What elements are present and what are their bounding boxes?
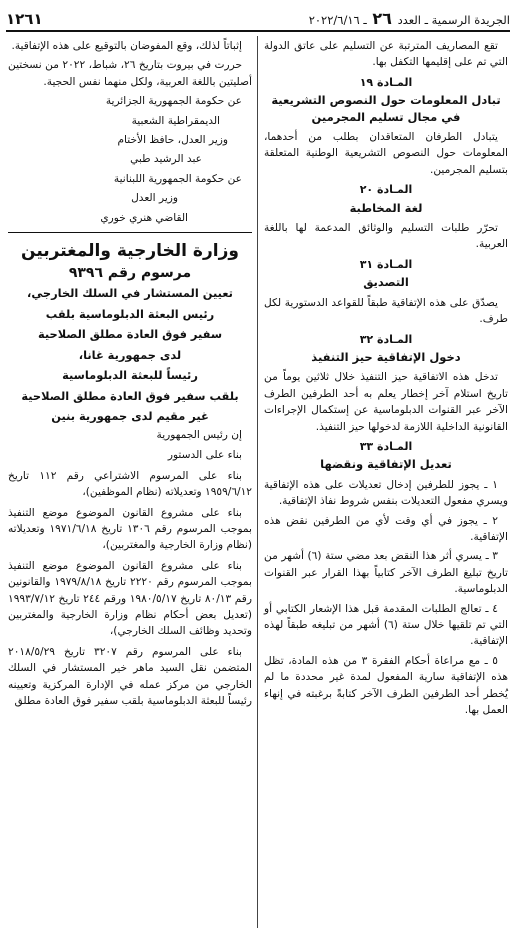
article-paragraph: يتبادل الطرفان المتعاقدان بطلب من أحدهما، المعلومات حول النصوص التشريعية الوطنية المتعلقة بتسليم المجرمين. bbox=[264, 131, 508, 176]
decree-number: مرسوم رقم ٩٣٩٦ bbox=[68, 265, 192, 282]
header-rule bbox=[6, 30, 510, 32]
decree-subject-line: غير مقيم لدى جمهورية بنين bbox=[51, 409, 209, 424]
issue-number: ٢٦ bbox=[372, 9, 392, 28]
article-number: المـادة ٢٠ bbox=[359, 183, 413, 197]
preamble-line: بناء على المرسوم الاشتراعي رقم ١١٢ تاريخ ١٩٥٩/٦/١٢ وتعديلاته (نظام الموظفين)، bbox=[8, 469, 252, 499]
article-paragraph: ٤ ـ تعالج الطلبات المقدمة قبل هذا الإشعار الكتابي أو التي تم تلقيها خلال ستة (٦) أشهر من تبليغه طبقاً لهذه الإتفاقية. bbox=[264, 602, 508, 648]
page-header bbox=[6, 6, 510, 28]
decree-subject-line: سفير فوق العادة مطلق الصلاحية bbox=[37, 327, 223, 342]
gazette-name: الجريدة الرسمية ـ العدد bbox=[397, 13, 510, 27]
article-title: تعديل الإتفاقية ونقضها bbox=[320, 457, 452, 472]
article-paragraph: ١ ـ يجوز للطرفين إدخال تعديلات على هذه الإتفاقية ويسري مفعول التعديلات بنفس شروط نفاذ الإتفاقية. bbox=[264, 478, 508, 508]
page-number: ١٢٦١ bbox=[6, 10, 43, 28]
witness-clause: إثباتاً لذلك، وقع المفوضان بالتوقيع على هذه الإتفاقية. bbox=[11, 40, 242, 52]
decree-subject-line: بلقب سفير فوق العادة مطلق الصلاحية bbox=[21, 388, 239, 403]
signature-line: وزير العدل bbox=[131, 192, 178, 205]
article-number: المـادة ٣٢ bbox=[359, 332, 413, 346]
left-column bbox=[8, 38, 252, 713]
gazette-title bbox=[309, 9, 510, 28]
preamble-line: بناء على مشروع القانون الموضوع موضع التنفيذ بموجب المرسوم رقم ٢٢٢٠ تاريخ ١٩٧٩/٨/١٨ والقانونين رقم ٨٠/١٣ تاريخ ١٩٨٠/٥/١٧ ورقم ٢٤٤ تاريخ ١٩٩٣/٧/١٢ (تعديل بعض أحكام نظام وزارة الخارجية والمغتربين وتحديد وظائف السلك الخارجي)، bbox=[8, 559, 252, 638]
preamble-line: إن رئيس الجمهورية bbox=[156, 428, 242, 441]
signature-line: الديمقراطية الشعبية bbox=[131, 114, 220, 127]
done-at-clause: حررت في بيروت بتاريخ ٢٦، شباط، ٢٠٢٢ من نسختين أصليتين باللغة العربية، ولكل منهما نفس الحجية. bbox=[8, 59, 252, 88]
preamble-line: بناء على مشروع القانون الموضوع موضع التنفيذ بموجب المرسوم رقم ١٣٠٦ تاريخ ١٩٧١/٦/١٨ وتعديلاته (نظام وزارة الخارجية والمغتربين)، bbox=[8, 506, 252, 552]
decree-subject-line: رئيس البعثة الدبلوماسية بلقب bbox=[45, 306, 215, 321]
signature-line: عن حكومة الجمهورية الجزائرية bbox=[105, 95, 242, 108]
article-number: المـادة ١٩ bbox=[359, 75, 413, 89]
article-title: لغة المخاطبة bbox=[349, 200, 423, 215]
issue-date: ـ ٢٠٢٢/٦/١٦ bbox=[308, 13, 367, 27]
decree-subject-line: لدى جمهورية غانا، bbox=[78, 347, 182, 362]
article-paragraph: ٢ ـ يجوز في أي وقت لأي من الطرفين نقض هذه الإتفاقية. bbox=[264, 514, 508, 543]
signature-line: القاضي هنري خوري bbox=[100, 211, 188, 224]
preamble-line: بناء على الدستور bbox=[167, 449, 242, 462]
signature-line: عبد الرشيد طبي bbox=[130, 153, 202, 166]
article-title: دخول الإتفاقية حيز التنفيذ bbox=[311, 349, 461, 364]
decree-subject-line: تعيين المستشار في السلك الخارجي، bbox=[27, 286, 233, 301]
article-number: المـادة ٣٣ bbox=[359, 439, 413, 453]
article-paragraph: يصدّق على هذه الإتفاقية طبقاً للقواعد الدستورية لكل طرف. bbox=[264, 296, 508, 326]
decree-subject bbox=[8, 283, 252, 427]
signature-line: عن حكومة الجمهورية اللبنانية bbox=[113, 172, 242, 185]
article-paragraph: تدخل هذه الاتفاقية حيز التنفيذ خلال ثلاثين يوماً من تاريخ استلام آخر إخطار يعلم به أحد الطرفين الطرف الآخر عبر القنوات الدبلوماسية عن إستكمال الإجراءات القانونية الداخلية اللازمة لدخولها حيز التنفيذ. bbox=[264, 371, 508, 433]
decree-subject-line: رئيساً للبعثة الدبلوماسية bbox=[62, 368, 198, 383]
article-paragraph: ٥ ـ مع مراعاة أحكام الفقرة ٣ من هذه المادة، تظل هذه الإتفاقية سارية المفعول لمدة غير محددة ما لم يُخطر أحد الطرفين الطرف الآخر كتابةً برغبته في إنهاء العمل بها. bbox=[264, 654, 508, 717]
article-paragraph: تحرّر طلبات التسليم والوثائق المدعمة لها باللغة العربية. bbox=[264, 222, 508, 251]
article-title: تبادل المعلومات حول النصوص التشريعية في مجال تسليم المجرمين bbox=[271, 93, 501, 124]
article-paragraph: ٣ ـ يسري أثر هذا النقض بعد مضي ستة (٦) أشهر من تاريخ تبليغ الطرف الآخر كتابياً بهذا القرار عبر القنوات الدبلوماسية. bbox=[264, 550, 508, 596]
column-divider bbox=[257, 36, 258, 928]
signature-line: وزير العدل، حافظ الأختام bbox=[117, 134, 228, 147]
right-column bbox=[264, 38, 508, 721]
preamble-line: بناء على المرسوم رقم ٣٢٠٧ تاريخ ٢٠١٨/٥/٢٩ المتضمن نقل السيد ماهر خير المستشار في السلك الخارجي من مركز عمله في الإدارة المركزية وتعيينه رئيساً للبعثة الدبلوماسية بلقب سفير فوق العادة مطلق bbox=[8, 645, 252, 708]
article-title: التصديق bbox=[363, 275, 409, 290]
article-number: المـادة ٣١ bbox=[359, 257, 413, 271]
intro-paragraph: تقع المصاريف المترتبة عن التسليم على عاتق الدولة التي تم على إقليمها التكفل بها. bbox=[264, 40, 508, 69]
ministry-heading: وزارة الخارجية والمغتربين bbox=[8, 232, 252, 263]
